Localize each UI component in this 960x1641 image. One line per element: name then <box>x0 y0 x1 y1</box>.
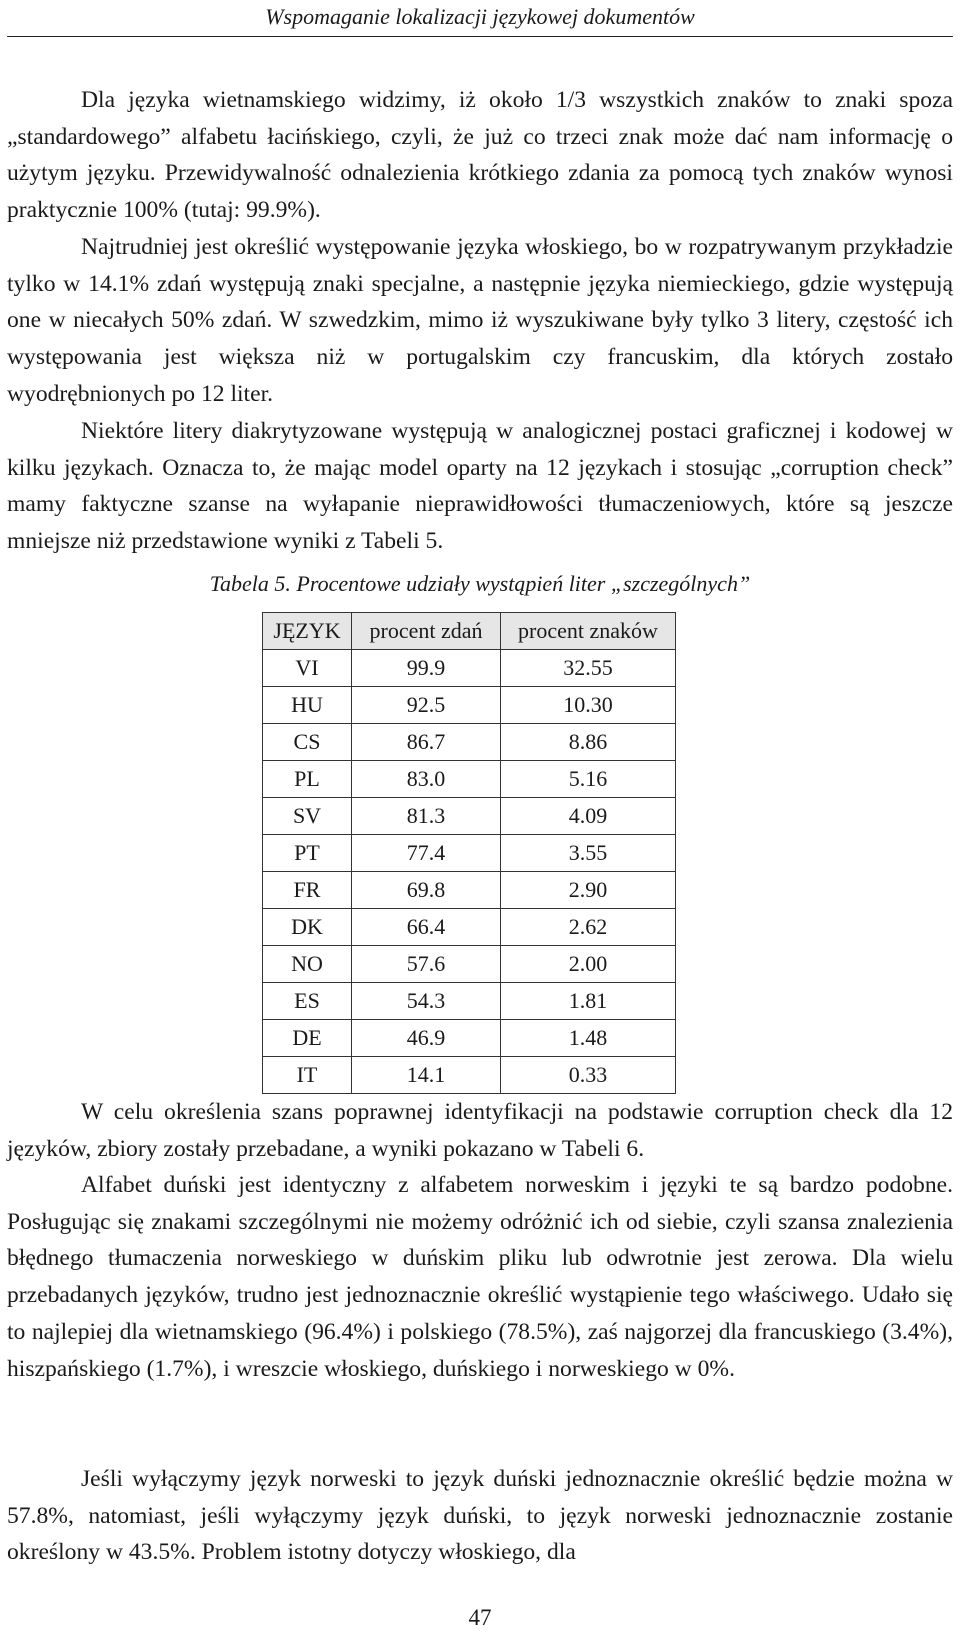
table-row <box>263 1020 676 1057</box>
table-row <box>263 1057 676 1094</box>
table-row <box>263 798 676 835</box>
running-header: Wspomaganie lokalizacji językowej dokumentów <box>265 4 695 29</box>
data-table <box>262 612 676 1094</box>
cell-sentence-percent: 83.0 <box>352 761 501 798</box>
cell-language: HU <box>263 687 352 724</box>
column-header-character-percent: procent znaków <box>501 613 676 650</box>
cell-sentence-percent: 69.8 <box>352 872 501 909</box>
cell-sentence-percent: 77.4 <box>352 835 501 872</box>
cell-character-percent: 2.90 <box>501 872 676 909</box>
paragraph-6: Jeśli wyłączymy język norweski to język duński jednoznacznie określić będzie można w 57.8%, natomiast, jeśli wyłączymy język duński, to język norweski jednoznacznie zostanie określony w 43.5%. Problem istotny dotyczy włoskiego, dla <box>7 1466 953 1566</box>
cell-language: PT <box>263 835 352 872</box>
paragraph-5: Alfabet duński jest identyczny z alfabetem norweskim i języki te są bardzo podobne. Posługując się znakami szczególnymi nie możemy odróżnić ich od siebie, czyli szansa znalezienia błędnego tłumaczenia norweskiego w duńskim pliku lub odwrotnie jest zerowa. Dla wielu przebadanych języków, trudno jest jednoznacznie określić wystąpienie tego właściwego. Udało się to najlepiej dla wietnamskiego (96.4%) i polskiego (78.5%), zaś najgorzej dla francuskiego (3.4%), hiszpańskiego (1.7%), i wreszcie włoskiego, duńskiego i norweskiego w 0%. <box>7 1172 953 1382</box>
cell-language: SV <box>263 798 352 835</box>
paragraph-3: Niektóre litery diakrytyzowane występują w analogicznej postaci graficznej i kodowej w kilku językach. Oznacza to, że mając model oparty na 12 językach i stosując „corruption check” mamy faktyczne szanse na wyłapanie nieprawidłowości tłumaczeniowych, które są jeszcze mniejsze niż przedstawione wyniki z Tabeli 5. <box>7 418 953 555</box>
cell-sentence-percent: 66.4 <box>352 909 501 946</box>
cell-language: CS <box>263 724 352 761</box>
cell-sentence-percent: 54.3 <box>352 983 501 1020</box>
table-row <box>263 687 676 724</box>
table-row <box>263 872 676 909</box>
table-row <box>263 946 676 983</box>
table-row <box>263 650 676 687</box>
cell-character-percent: 1.81 <box>501 983 676 1020</box>
table-row <box>263 909 676 946</box>
column-header-sentence-percent: procent zdań <box>352 613 501 650</box>
cell-language: DE <box>263 1020 352 1057</box>
cell-sentence-percent: 46.9 <box>352 1020 501 1057</box>
cell-character-percent: 3.55 <box>501 835 676 872</box>
cell-language: VI <box>263 650 352 687</box>
cell-character-percent: 32.55 <box>501 650 676 687</box>
table-row <box>263 761 676 798</box>
header-divider <box>7 36 953 37</box>
cell-sentence-percent: 81.3 <box>352 798 501 835</box>
cell-language: ES <box>263 983 352 1020</box>
paragraph-4: W celu określenia szans poprawnej identyfikacji na podstawie corruption check dla 12 języków, zbiory zostały przebadane, a wyniki pokazano w Tabeli 6. <box>7 1099 953 1162</box>
table-row <box>263 983 676 1020</box>
paragraph-1: Dla języka wietnamskiego widzimy, iż około 1/3 wszystkich znaków to znaki spoza „standardowego” alfabetu łacińskiego, czyli, że już co trzeci znak może dać nam informację o użytym języku. Przewidywalność odnalezienia krótkiego zdania za pomocą tych znaków wynosi praktycznie 100% (tutaj: 99.9%). <box>7 87 953 224</box>
cell-sentence-percent: 14.1 <box>352 1057 501 1094</box>
table-header-row <box>263 613 676 650</box>
cell-character-percent: 10.30 <box>501 687 676 724</box>
page-number: 47 <box>468 1605 492 1630</box>
paragraph-2: Najtrudniej jest określić występowanie języka włoskiego, bo w rozpatrywanym przykładzie tylko w 14.1% zdań występują znaki specjalne, a następnie języka niemieckiego, gdzie występują one w niecałych 50% zdań. W szwedzkim, mimo iż wyszukiwane były tylko 3 litery, częstość ich występowania jest większa niż w portugalskim czy francuskim, dla których zostało wyodrębnionych po 12 liter. <box>7 234 953 407</box>
table-body <box>263 650 676 1094</box>
column-header-language: JĘZYK <box>263 613 352 650</box>
cell-language: NO <box>263 946 352 983</box>
cell-language: PL <box>263 761 352 798</box>
cell-sentence-percent: 57.6 <box>352 946 501 983</box>
cell-character-percent: 8.86 <box>501 724 676 761</box>
cell-character-percent: 2.00 <box>501 946 676 983</box>
table-caption: Tabela 5. Procentowe udziały wystąpień liter „szczególnych” <box>209 571 751 596</box>
cell-character-percent: 1.48 <box>501 1020 676 1057</box>
cell-language: IT <box>263 1057 352 1094</box>
table-row <box>263 835 676 872</box>
cell-character-percent: 4.09 <box>501 798 676 835</box>
cell-language: FR <box>263 872 352 909</box>
cell-language: DK <box>263 909 352 946</box>
table-row <box>263 724 676 761</box>
cell-character-percent: 5.16 <box>501 761 676 798</box>
cell-character-percent: 0.33 <box>501 1057 676 1094</box>
cell-sentence-percent: 86.7 <box>352 724 501 761</box>
cell-sentence-percent: 99.9 <box>352 650 501 687</box>
cell-character-percent: 2.62 <box>501 909 676 946</box>
cell-sentence-percent: 92.5 <box>352 687 501 724</box>
